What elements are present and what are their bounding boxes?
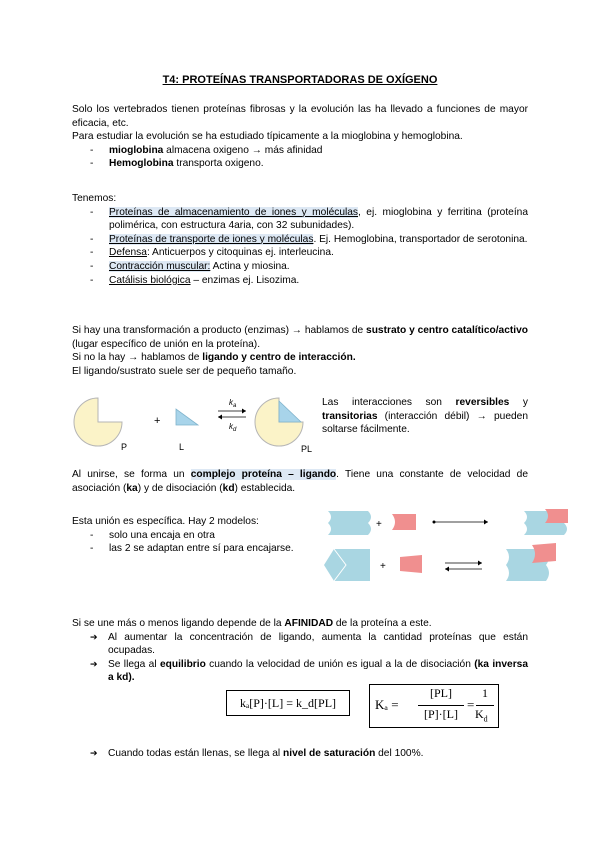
complex-paragraph: Al unirse, se forma un complejo proteína – ligando. Tiene una constante de velocidad de asociación (ka) y de disociación (kd) establecida. — [72, 469, 528, 494]
ligand-shape-2 — [400, 555, 422, 573]
binding-models-diagram — [320, 503, 580, 593]
list-item: - solo una encaja en otra — [72, 529, 300, 543]
transform-line-2: Si no la hay → hablamos de ligando y centro de interacción. — [72, 352, 356, 364]
list-item-bold: Hemoglobina — [109, 158, 174, 170]
plus-sign: + — [376, 519, 382, 530]
list-item — [72, 206, 528, 233]
list-item — [72, 274, 528, 288]
affinity-paragraph: Si se une más o menos ligando depende de la AFINIDAD de la proteína a este. — [72, 618, 432, 629]
plus-sign: + — [380, 561, 386, 572]
intro-section — [72, 103, 528, 171]
label-p: P — [121, 442, 128, 452]
function-text: – enzimas ej. Lisozima. — [190, 274, 300, 286]
ligand-l-shape — [176, 409, 198, 425]
function-text: . Ej. Hemoglobina, transportador de serotonina. — [313, 233, 528, 245]
interactions-text: Las interacciones son reversibles y transitorias (interacción débil) → pueden soltarse fácilmente. — [322, 397, 528, 436]
fraction-numerator: [PL] — [430, 686, 452, 700]
protein-shape-2 — [324, 549, 370, 581]
function-text: Actina y miosina. — [210, 260, 290, 272]
association-constant-equation — [369, 684, 499, 728]
list-item — [72, 144, 528, 158]
models-section — [72, 515, 300, 556]
list-item-text: transporta oxigeno. — [173, 158, 264, 170]
function-label: Defensa — [109, 247, 147, 259]
page-title: T4: PROTEÍNAS TRANSPORTADORAS DE OXÍGENO — [162, 74, 438, 86]
protein-shape-1 — [328, 511, 371, 535]
list-item: - las 2 se adaptan entre sí para encajarse. — [72, 542, 300, 556]
equilibrium-equation: kₐ[P]·[L] = k_d[PL] — [226, 690, 350, 716]
transform-line-1: Si hay una transformación a producto (enzimas) → hablamos de sustrato y centro catalítico/activo (lugar específico de unión en la proteína). — [72, 325, 528, 350]
label-kd: $k_d$ — [229, 422, 237, 433]
function-text: : Anticuerpos y citoquinas ej. interleucina. — [146, 247, 334, 259]
list-item-bold: mioglobina — [109, 144, 164, 156]
saturation-list — [72, 747, 528, 761]
intro-paragraph-1: Solo los vertebrados tienen proteínas fibrosas y la evolución las ha llevado a funciones de mayor eficacia, etc. — [72, 104, 528, 129]
function-text: , ej. mioglobina y ferritina (proteína polimérica, con estructura 4aria, con 32 subunidades). — [109, 206, 528, 232]
list-item — [72, 233, 528, 247]
list-item — [72, 260, 528, 274]
list-item-text: almacena oxigeno → más afinidad — [163, 144, 323, 156]
function-label: Catálisis biológica — [109, 274, 191, 286]
transform-line-3: El ligando/sustrato suele ser de pequeño tamaño. — [72, 365, 297, 377]
plus-sign: + — [154, 415, 161, 427]
list-item — [72, 157, 528, 171]
fraction-denominator: [P]·[L] — [424, 707, 458, 721]
function-label: Proteínas de transporte de iones y moléculas — [109, 233, 314, 245]
list-item: ➔ Al aumentar la concentración de ligando, aumenta la cantidad proteínas que están ocupadas. — [72, 631, 528, 658]
intro-list — [72, 144, 528, 171]
transform-section — [72, 324, 528, 378]
fraction-one: 1 — [482, 686, 488, 700]
ka-lhs: Kₐ = — [375, 697, 399, 712]
list-item: ➔ Se llega al equilibrio cuando la velocidad de unión es igual a la de disociación (ka inversa a kd). — [72, 658, 528, 685]
models-heading: Esta unión es específica. Hay 2 modelos: — [72, 516, 259, 527]
protein-p-shape — [74, 398, 122, 446]
saturation-section — [72, 747, 528, 761]
function-label: Contracción muscular: — [109, 260, 211, 272]
function-label: Proteínas de almacenamiento de iones y moléculas — [109, 206, 359, 218]
intro-paragraph-2: Para estudiar la evolución se ha estudiado típicamente a la mioglobina y hemoglobina. — [72, 131, 463, 143]
label-pl: PL — [301, 444, 313, 454]
equals-sign: = — [467, 697, 475, 712]
label-ka: $k_a$ — [229, 398, 237, 409]
affinity-list — [72, 631, 528, 685]
list-item — [72, 246, 528, 260]
fraction-bar — [418, 705, 464, 706]
binding-diagram — [72, 392, 322, 456]
ligand-shape-1 — [392, 514, 416, 530]
complex-term: complejo proteína – ligando — [190, 469, 337, 480]
affinity-section — [72, 617, 528, 685]
models-list — [72, 529, 300, 556]
protein-function-list — [72, 206, 528, 288]
fraction-kd: $K_d$ — [475, 707, 488, 724]
label-l: L — [179, 442, 185, 452]
tenemos-section — [72, 192, 528, 287]
tenemos-heading: Tenemos: — [72, 193, 117, 204]
fraction-bar — [476, 705, 494, 706]
list-item: ➔ Cuando todas están llenas, se llega al nivel de saturación del 100%. — [72, 747, 528, 761]
